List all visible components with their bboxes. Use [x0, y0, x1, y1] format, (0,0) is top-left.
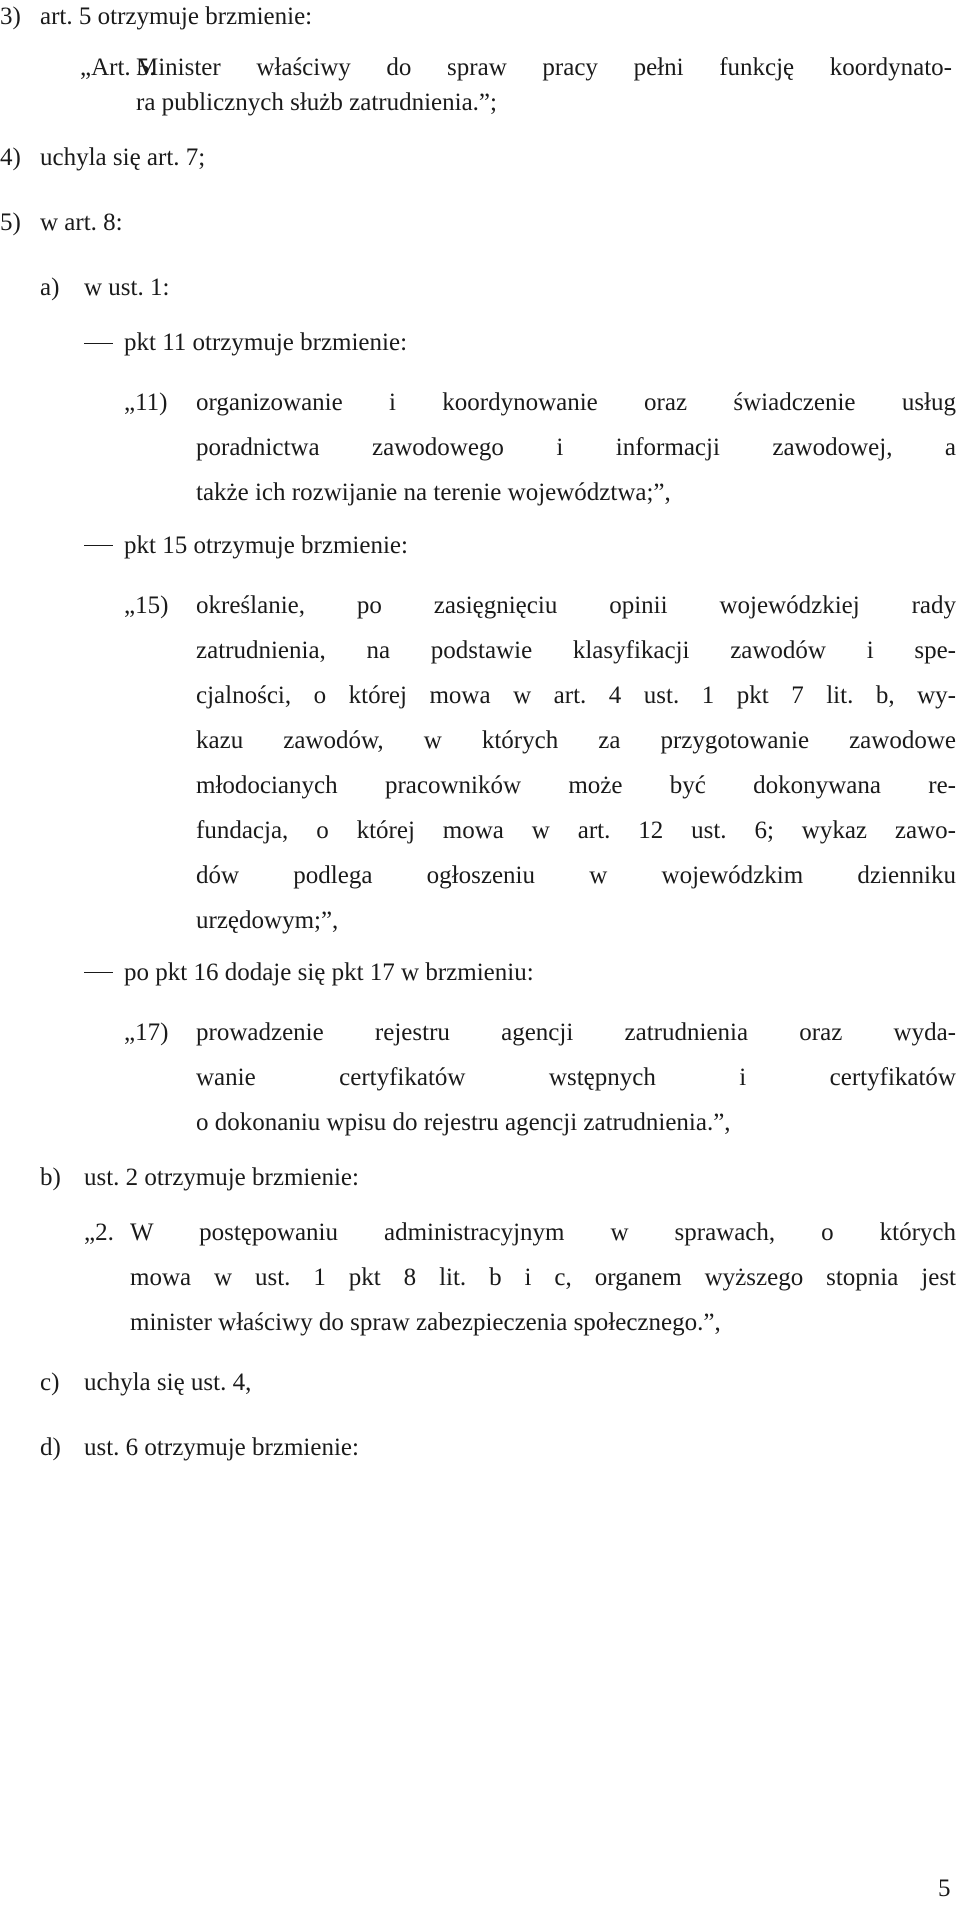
pkt-17-number: „17) — [124, 1019, 169, 1046]
ust-2-line-3: minister właściwy do spraw zabezpieczenia społecznego.”, — [130, 1309, 721, 1336]
pkt-15-line-4: kazu zawodów, w których za przygotowanie zawodowe — [196, 727, 956, 754]
dash-pkt-17 — [84, 972, 113, 973]
item-4-number: 4) — [0, 144, 21, 171]
pkt-17-intro: po pkt 16 dodaje się pkt 17 w brzmieniu: — [124, 959, 534, 986]
pkt-17-line-1: prowadzenie rejestru agencji zatrudnienia oraz wyda- — [196, 1019, 956, 1046]
ust-2-line-1: W postępowaniu administracyjnym w sprawach, o których — [130, 1219, 956, 1246]
pkt-15-line-1: określanie, po zasięgnięciu opinii wojewódzkiej rady — [196, 592, 956, 619]
pkt-11-line-2: poradnictwa zawodowego i informacji zawodowej, a — [196, 434, 956, 461]
pkt-17-line-3: o dokonaniu wpisu do rejestru agencji zatrudnienia.”, — [196, 1109, 731, 1136]
pkt-15-line-3: cjalności, o której mowa w art. 4 ust. 1 pkt 7 lit. b, wy- — [196, 682, 956, 709]
dash-pkt-11 — [84, 343, 113, 344]
item-3-number: 3) — [0, 3, 21, 30]
pkt-15-line-7: dów podlega ogłoszeniu w wojewódzkim dzienniku — [196, 862, 956, 889]
pkt-11-intro: pkt 11 otrzymuje brzmienie: — [124, 329, 408, 356]
art5-line-1: Minister właściwy do spraw pracy pełni funkcję koordynato- — [136, 54, 952, 81]
sub-a-letter: a) — [40, 274, 60, 301]
ust-2-line-2: mowa w ust. 1 pkt 8 lit. b i c, organem wyższego stopnia jest — [130, 1264, 956, 1291]
item-5-text: w art. 8: — [40, 209, 123, 236]
item-3-text: art. 5 otrzymuje brzmienie: — [40, 3, 313, 30]
sub-d-text: ust. 6 otrzymuje brzmienie: — [84, 1434, 359, 1461]
pkt-15-line-5: młodocianych pracowników może być dokonywana re- — [196, 772, 956, 799]
sub-a-text: w ust. 1: — [84, 274, 170, 301]
pkt-11-line-3: także ich rozwijanie na terenie województwa;”, — [196, 479, 671, 506]
art5-line-2: ra publicznych służb zatrudnienia.”; — [136, 89, 497, 116]
sub-b-letter: b) — [40, 1164, 61, 1191]
pkt-17-line-2: wanie certyfikatów wstępnych i certyfikatów — [196, 1064, 956, 1091]
item-4-text: uchyla się art. 7; — [40, 144, 206, 171]
dash-pkt-15 — [84, 545, 113, 546]
pkt-15-line-2: zatrudnienia, na podstawie klasyfikacji zawodów i spe- — [196, 637, 956, 664]
pkt-15-line-6: fundacja, o której mowa w art. 12 ust. 6; wykaz zawo- — [196, 817, 956, 844]
art5-label: „Art. 5. — [80, 54, 156, 81]
ust-2-label: „2. — [84, 1219, 114, 1246]
item-5-number: 5) — [0, 209, 21, 236]
page-number: 5 — [938, 1875, 951, 1902]
sub-d-letter: d) — [40, 1434, 61, 1461]
sub-b-text: ust. 2 otrzymuje brzmienie: — [84, 1164, 359, 1191]
sub-c-letter: c) — [40, 1369, 60, 1396]
pkt-15-number: „15) — [124, 592, 169, 619]
pkt-11-line-1: organizowanie i koordynowanie oraz świadczenie usług — [196, 389, 956, 416]
pkt-11-number: „11) — [124, 389, 168, 416]
sub-c-text: uchyla się ust. 4, — [84, 1369, 252, 1396]
pkt-15-line-8: urzędowym;”, — [196, 907, 339, 934]
pkt-15-intro: pkt 15 otrzymuje brzmienie: — [124, 532, 408, 559]
